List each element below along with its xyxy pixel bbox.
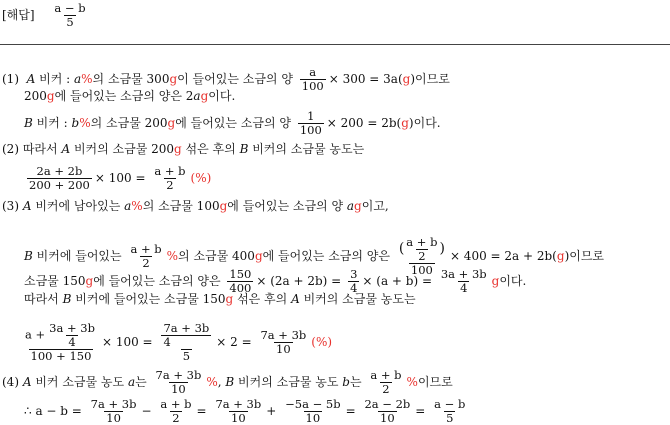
answer-fraction: [52, 2, 87, 29]
part3-line4: 따라서 B 비커에 들어있는 소금물 150g 섞은 후의 A 비커의 소금물 농도는: [24, 292, 416, 306]
part3-line3: 소금물 150g에 들어있는 소금의 양은 $\frac{150}{400}$ × (2a + 2b) = $\frac{3}{4}$ × (a + b) = $\frac{3a + 3b}{4}$ g이다.: [24, 267, 527, 295]
part4-line1: (4) A 비커 소금물 농도 a는 $\frac{7a + 3b}{10}$ %, B 비커의 소금물 농도 b는 $\frac{a + b}{2}$ %이므로: [2, 368, 453, 396]
part2-line1: (2) 따라서 A 비커의 소금물 200g 섞은 후의 B 비커의 소금물 농도는: [2, 142, 365, 156]
answer-numerator: a − b: [54, 1, 86, 15]
part1-line3: B 비커 : b%의 소금물 200g에 들어있는 소금의 양 $\frac{1}{100}$ × 200 = 2b(g)이다.: [24, 109, 441, 137]
divider: [0, 44, 670, 45]
answer-header: [2, 2, 91, 29]
answer-denominator: 5: [66, 15, 74, 29]
part4-line2: ∴ a − b = $\frac{7a + 3b}{10}$ − $\frac{a + b}{2}$ = $\frac{7a + 3b}{10}$ + $\frac{-5a - 5b}{10}$ = $\frac{2a - 2b}{10}$ = $\frac{a - b}{5}$: [24, 397, 466, 425]
part3-line2: B 비커에 들어있는 $\frac{a + b}{2}$ %의 소금물 400g에 들어있는 소금의 양은 ( $\frac{a + b}{2}$ ) 100 × 400 = 2a + 2b(g)이므로: [24, 235, 605, 277]
part1-line2: 200g에 들어있는 소금의 양은 2ag이다.: [24, 89, 236, 103]
part2-line2: $\frac{2a + 2b}{200 + 200}$ × 100 = $\frac{a + b}{2}$ (%): [29, 164, 212, 192]
part3-line1: (3) A 비커에 남아있는 a%의 소금물 100g에 들어있는 소금의 양 ag이고,: [2, 199, 389, 213]
answer-label: [해답]: [2, 8, 35, 22]
part3-line5: a + $\frac{3a + 3b}{4}$ 100 + 150 × 100 = 7a + 3b 4 5 × 2 = $\frac{7a + 3b}{10}$ (%): [25, 321, 333, 363]
part1-line1: (1) A 비커 : a%의 소금물 300g이 들어있는 소금의 양 $\frac{a}{100}$ × 300 = 3a(g)이므로: [2, 65, 450, 93]
